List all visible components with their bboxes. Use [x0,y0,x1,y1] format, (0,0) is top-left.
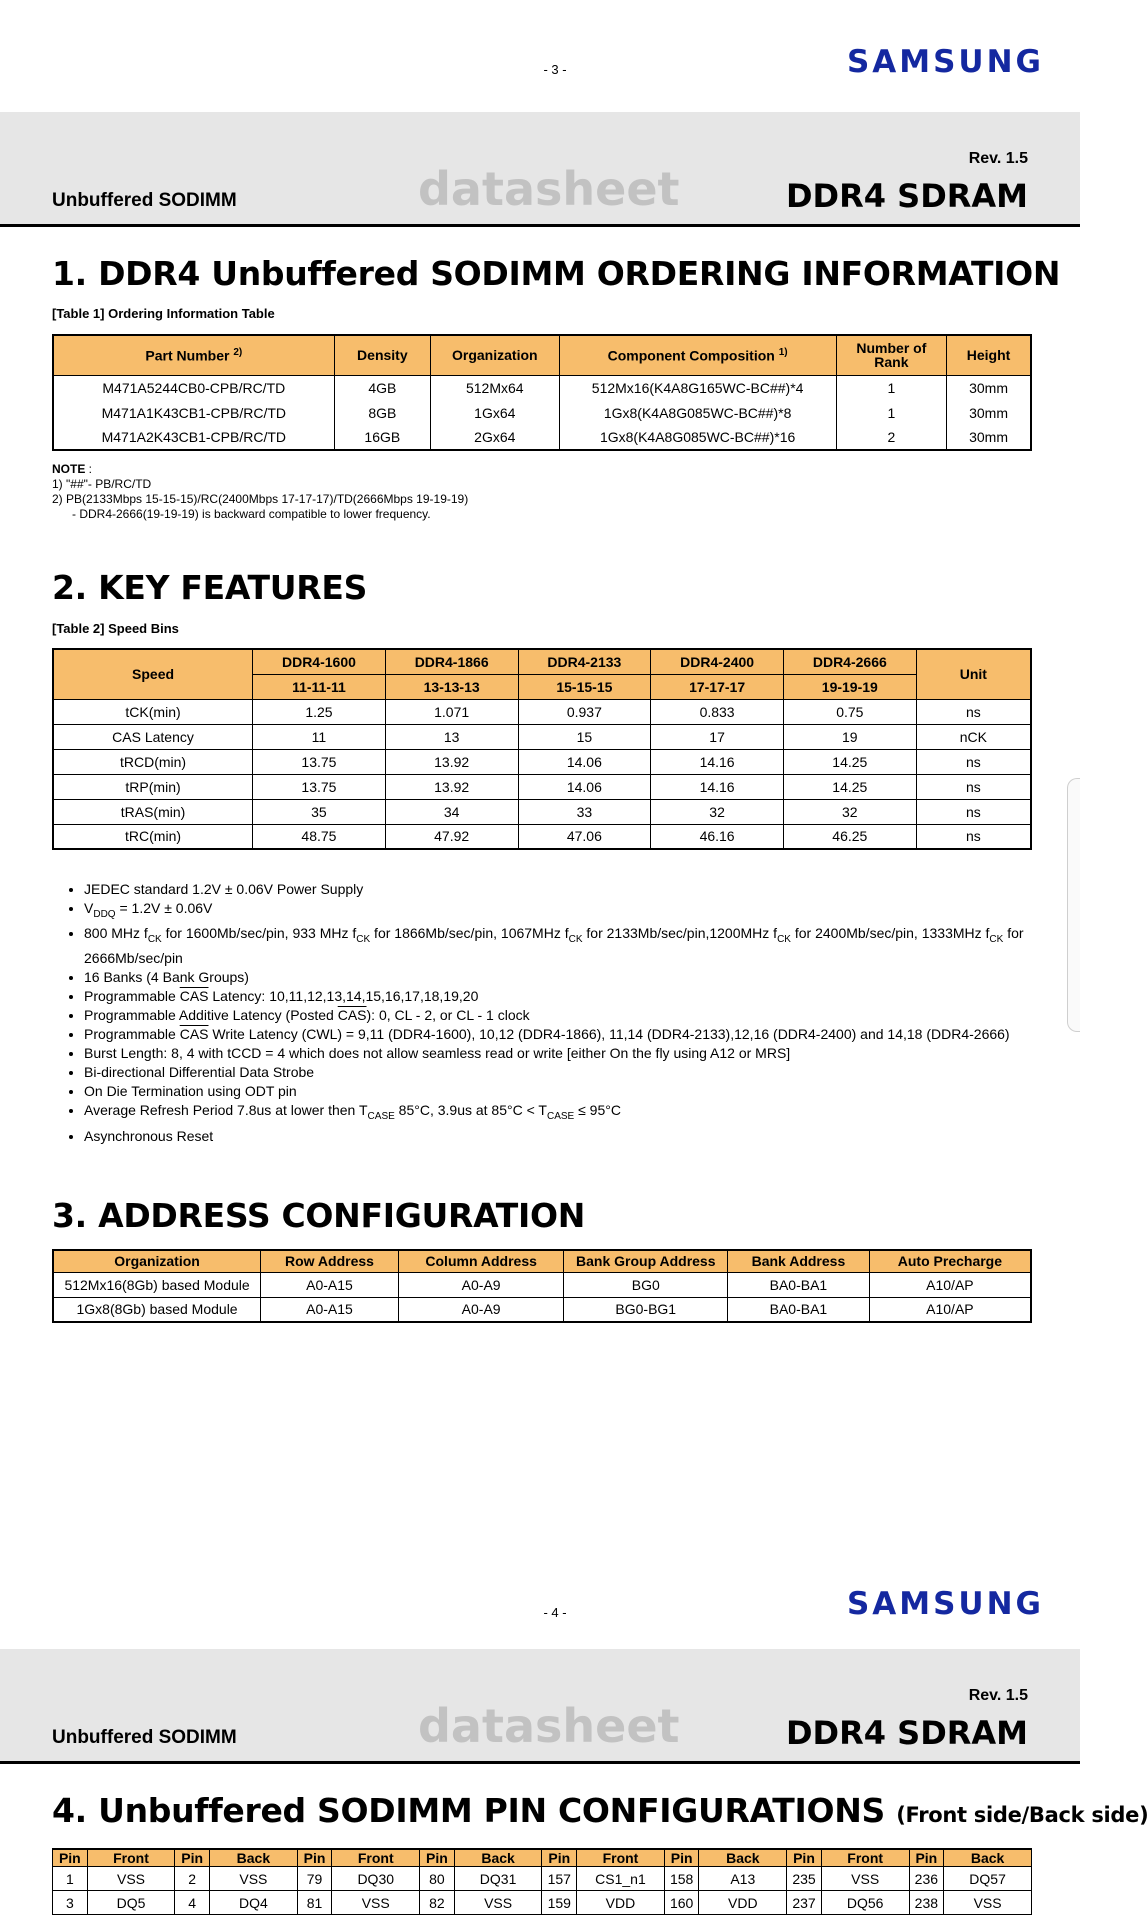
table-cell: 14.06 [518,774,651,799]
col-height: Height [947,335,1031,375]
feature-item: • Burst Length: 8, 4 with tCCD = 4 which does not allow seamless read or write [either On the fly using A12 or MRS] [84,1044,1064,1063]
pin-cell: VSS [210,1867,298,1891]
table-cell: 48.75 [253,824,386,849]
table-cell: 512Mx64 [431,375,560,400]
pin-cell: 237 [787,1891,822,1915]
pin-header: Pin [787,1849,822,1867]
table-cell: 30mm [947,400,1031,425]
col-column-address: Column Address [398,1250,564,1272]
table-cell: 1Gx8(K4A8G085WC-BC##)*16 [559,425,836,450]
timing-header: 15-15-15 [518,674,651,699]
table-cell: BA0-BA1 [728,1272,870,1297]
ordering-table [52,334,1032,451]
speed-header: Speed [53,649,253,699]
pin-cell: 160 [664,1891,699,1915]
pin-cell: DQ30 [332,1867,420,1891]
pin-cell: 2 [175,1867,210,1891]
table-cell: 2 [836,425,946,450]
feature-item: • JEDEC standard 1.2V ± 0.06V Power Supply [84,880,1064,899]
table-cell: 0.833 [651,699,784,724]
table-cell: 1 [836,400,946,425]
scrollbar[interactable] [1067,778,1080,1032]
table-cell: BG0-BG1 [564,1297,728,1322]
notes: NOTE : 1) "##"- PB/RC/TD 2) PB(2133Mbps 15-15-15)/RC(2400Mbps 17-17-17)/TD(2666Mbps 19-19-19) - DDR4-2666(19-19-19) is backward compatible to lower frequency. [52,462,469,521]
table-cell: 0.75 [783,699,916,724]
note-line: 1) "##"- PB/RC/TD [52,477,152,491]
timing-header: 11-11-11 [253,674,386,699]
pin-header: Back [699,1849,787,1867]
table-cell: 14.25 [783,749,916,774]
watermark: datasheet [418,162,680,216]
pin-cell: 81 [297,1891,332,1915]
table-row [53,799,1031,824]
col-bank-group-address: Bank Group Address [564,1250,728,1272]
table-cell: CAS Latency [53,724,253,749]
table-cell: 19 [783,724,916,749]
col-row-address: Row Address [261,1250,399,1272]
feature-item: • Programmable $\overline{CAS}$ Latency: 10,11,12,13,14,15,16,17,18,19,20 [84,987,1064,1006]
table-cell: tRP(min) [53,774,253,799]
table-cell: 30mm [947,375,1031,400]
table-cell: tCK(min) [53,699,253,724]
pin-header: Front [821,1849,909,1867]
table-cell: 32 [783,799,916,824]
pin-cell: 159 [542,1891,577,1915]
grade-header: DDR4-2133 [518,649,651,674]
table-cell: 1.25 [253,699,386,724]
table-cell: 512Mx16(K4A8G165WC-BC##)*4 [559,375,836,400]
table-cell: ns [916,799,1031,824]
product-title: DDR4 SDRAM [785,177,1028,215]
feature-item: • Asynchronous Reset [84,1127,1064,1146]
col-rank: Number of Rank [836,335,946,375]
section4-subheading: (Front side/Back side) [896,1803,1148,1827]
feature-item: • Bi-directional Differential Data Strobe [84,1063,1064,1082]
product-type: Unbuffered SODIMM [52,1727,237,1748]
table-cell: tRC(min) [53,824,253,849]
table-cell: 11 [253,724,386,749]
table-cell: 1.071 [385,699,518,724]
pin-cell: VSS [332,1891,420,1915]
table-cell: A10/AP [869,1272,1031,1297]
pin-cell: 158 [664,1867,699,1891]
grade-header: DDR4-2400 [651,649,784,674]
table-cell: 46.25 [783,824,916,849]
header-band [0,112,1080,227]
table-row [53,774,1031,799]
timing-header: 17-17-17 [651,674,784,699]
timing-header: 19-19-19 [783,674,916,699]
pin-cell: 80 [420,1867,455,1891]
table-row [53,824,1031,849]
pin-cell: 4 [175,1891,210,1915]
table-cell: 34 [385,799,518,824]
col-organization: Organization [53,1250,261,1272]
grade-header: DDR4-1600 [253,649,386,674]
grade-header: DDR4-2666 [783,649,916,674]
pin-cell: VSS [944,1891,1032,1915]
table-cell: 13 [385,724,518,749]
section3-heading: 3. ADDRESS CONFIGURATION [52,1196,586,1235]
table-cell: 17 [651,724,784,749]
pin-header: Front [87,1849,175,1867]
table-cell: A0-A15 [261,1272,399,1297]
pin-cell: DQ56 [821,1891,909,1915]
note-line: - DDR4-2666(19-19-19) is backward compatible to lower frequency. [72,507,431,521]
feature-item: • Programmable $\overline{CAS}$ Write Latency (CWL) = 9,11 (DDR4-1600), 10,12 (DDR4-1866), 11,14 (DDR4-2133),12,16 (DDR4-2400) and 14,18 (DDR4-2666) [84,1025,1064,1044]
col-auto-precharge: Auto Precharge [869,1250,1031,1272]
section2-heading: 2. KEY FEATURES [52,568,368,607]
table-cell: 47.06 [518,824,651,849]
table-row [53,375,1031,400]
table1-caption: [Table 1] Ordering Information Table [52,306,275,321]
watermark: datasheet [418,1699,680,1753]
pin-cell: 79 [297,1867,332,1891]
pin-header: Pin [664,1849,699,1867]
table-row [53,425,1031,450]
table-cell: ns [916,699,1031,724]
pin-header: Pin [53,1849,88,1867]
table-cell: tRCD(min) [53,749,253,774]
table-row [53,699,1031,724]
pin-header: Pin [297,1849,332,1867]
col-organization: Organization [431,335,560,375]
table-cell: 14.16 [651,749,784,774]
pin-cell: 236 [909,1867,944,1891]
feature-item: • Average Refresh Period 7.8us at lower then $T_{CASE}$ 85°C, 3.9us at $85^\circ C < T_{CASE} \le 95^\circ C$ [84,1101,1064,1126]
table-cell: 35 [253,799,386,824]
pin-cell: 1 [53,1867,88,1891]
table2-caption: [Table 2] Speed Bins [52,621,179,636]
pin-cell: DQ31 [454,1867,542,1891]
note-line: 2) PB(2133Mbps 15-15-15)/RC(2400Mbps 17-17-17)/TD(2666Mbps 19-19-19) [52,492,469,506]
table-cell: 32 [651,799,784,824]
pin-cell: CS1_n1 [577,1867,665,1891]
pin-cell: VDD [699,1891,787,1915]
table-cell: M471A5244CB0-CPB/RC/TD [53,375,334,400]
feature-list [52,880,1064,1146]
section4-heading: 4. Unbuffered SODIMM PIN CONFIGURATIONS (Front side/Back side) [52,1791,1148,1830]
table-row [53,749,1031,774]
table-cell: 13.75 [253,774,386,799]
col-density: Density [334,335,430,375]
table-cell: BG0 [564,1272,728,1297]
table-cell: 1Gx8(K4A8G085WC-BC##)*8 [559,400,836,425]
product-type: Unbuffered SODIMM [52,190,237,211]
feature-item: • On Die Termination using ODT pin [84,1082,1064,1101]
table-row [53,724,1031,749]
pin-config-table [52,1848,1032,1915]
table-cell: 1Gx64 [431,400,560,425]
pin-cell: DQ4 [210,1891,298,1915]
pin-cell: VSS [821,1867,909,1891]
table-cell: 2Gx64 [431,425,560,450]
pin-header: Front [332,1849,420,1867]
col-bank-address: Bank Address [728,1250,870,1272]
table-cell: 16GB [334,425,430,450]
col-part-number: Part Number $^{2)}$ [53,335,334,375]
table-cell: ns [916,824,1031,849]
table-cell: A0-A9 [398,1272,564,1297]
table-cell: 15 [518,724,651,749]
table-cell: 33 [518,799,651,824]
table-cell: A0-A9 [398,1297,564,1322]
table-cell: 30mm [947,425,1031,450]
pin-cell: 82 [420,1891,455,1915]
table-cell: 14.16 [651,774,784,799]
table-cell: BA0-BA1 [728,1297,870,1322]
feature-item: • 800 MHz $f_{CK}$ for 1600Mb/sec/pin, 933 MHz $f_{CK}$ for 1866Mb/sec/pin, 1067MHz $f_{CK}$ for 2133Mb/sec/pin,1200MHz $f_{CK}$ for 2400Mb/sec/pin, 1333MHz $f_{CK}$ for 2666Mb/sec/pin [84,924,1064,968]
table-cell: 0.937 [518,699,651,724]
pin-header: Back [454,1849,542,1867]
table-row [53,1272,1031,1297]
table-row [53,400,1031,425]
table-cell: 1 [836,375,946,400]
page-4 [0,1586,1148,1920]
table-cell: ns [916,774,1031,799]
table-cell: 14.25 [783,774,916,799]
timing-header: 13-13-13 [385,674,518,699]
table-cell: nCK [916,724,1031,749]
samsung-logo: SAMSUNG [846,1586,1044,1622]
samsung-logo: SAMSUNG [846,44,1044,80]
table-cell: 46.16 [651,824,784,849]
table-cell: 512Mx16(8Gb) based Module [53,1272,261,1297]
speed-bins-table [52,648,1032,850]
table-cell: 1Gx8(8Gb) based Module [53,1297,261,1322]
pin-header: Front [577,1849,665,1867]
revision-label: Rev. 1.5 [968,150,1028,167]
unit-header: Unit [916,649,1031,699]
col-component: Component Composition $^{1)}$ [559,335,836,375]
table-cell: A0-A15 [261,1297,399,1322]
pin-header: Pin [909,1849,944,1867]
pin-cell: 3 [53,1891,88,1915]
pin-header: Pin [542,1849,577,1867]
product-title: DDR4 SDRAM [785,1714,1028,1752]
table-cell: 4GB [334,375,430,400]
pin-cell: 235 [787,1867,822,1891]
table-cell: tRAS(min) [53,799,253,824]
feature-item: • 16 Banks (4 Bank Groups) [84,968,1064,987]
pin-cell: 238 [909,1891,944,1915]
section1-heading: 1. DDR4 Unbuffered SODIMM ORDERING INFORMATION [52,254,1061,293]
feature-item: • Programmable Additive Latency (Posted $\overline{CAS}$): 0, CL - 2, or CL - 1 clock [84,1006,1064,1025]
table-cell: 14.06 [518,749,651,774]
grade-header: DDR4-1866 [385,649,518,674]
table-cell: ns [916,749,1031,774]
table-cell: A10/AP [869,1297,1031,1322]
table-cell: 13.92 [385,774,518,799]
pin-cell: VDD [577,1891,665,1915]
pin-cell: VSS [87,1867,175,1891]
page-number: - 4 - [543,1605,567,1620]
table-cell: 8GB [334,400,430,425]
table-row [53,1867,1032,1891]
feature-item: • $V_{DDQ} = 1.2V \pm 0.06V$ [84,899,1064,924]
table-cell: 13.92 [385,749,518,774]
pin-cell: DQ5 [87,1891,175,1915]
table-cell: M471A1K43CB1-CPB/RC/TD [53,400,334,425]
table-cell: M471A2K43CB1-CPB/RC/TD [53,425,334,450]
pin-header: Pin [175,1849,210,1867]
pin-cell: A13 [699,1867,787,1891]
table-cell: 47.92 [385,824,518,849]
header-band [0,1649,1080,1764]
table-row [53,1891,1032,1915]
pin-cell: DQ57 [944,1867,1032,1891]
pin-cell: VSS [454,1891,542,1915]
table-cell: 13.75 [253,749,386,774]
pin-header: Back [944,1849,1032,1867]
pin-header: Pin [420,1849,455,1867]
pin-header: Back [210,1849,298,1867]
page-number: - 3 - [543,62,567,77]
address-config-table [52,1249,1032,1323]
table-row [53,1297,1031,1322]
revision-label: Rev. 1.5 [968,1687,1028,1704]
pin-cell: 157 [542,1867,577,1891]
